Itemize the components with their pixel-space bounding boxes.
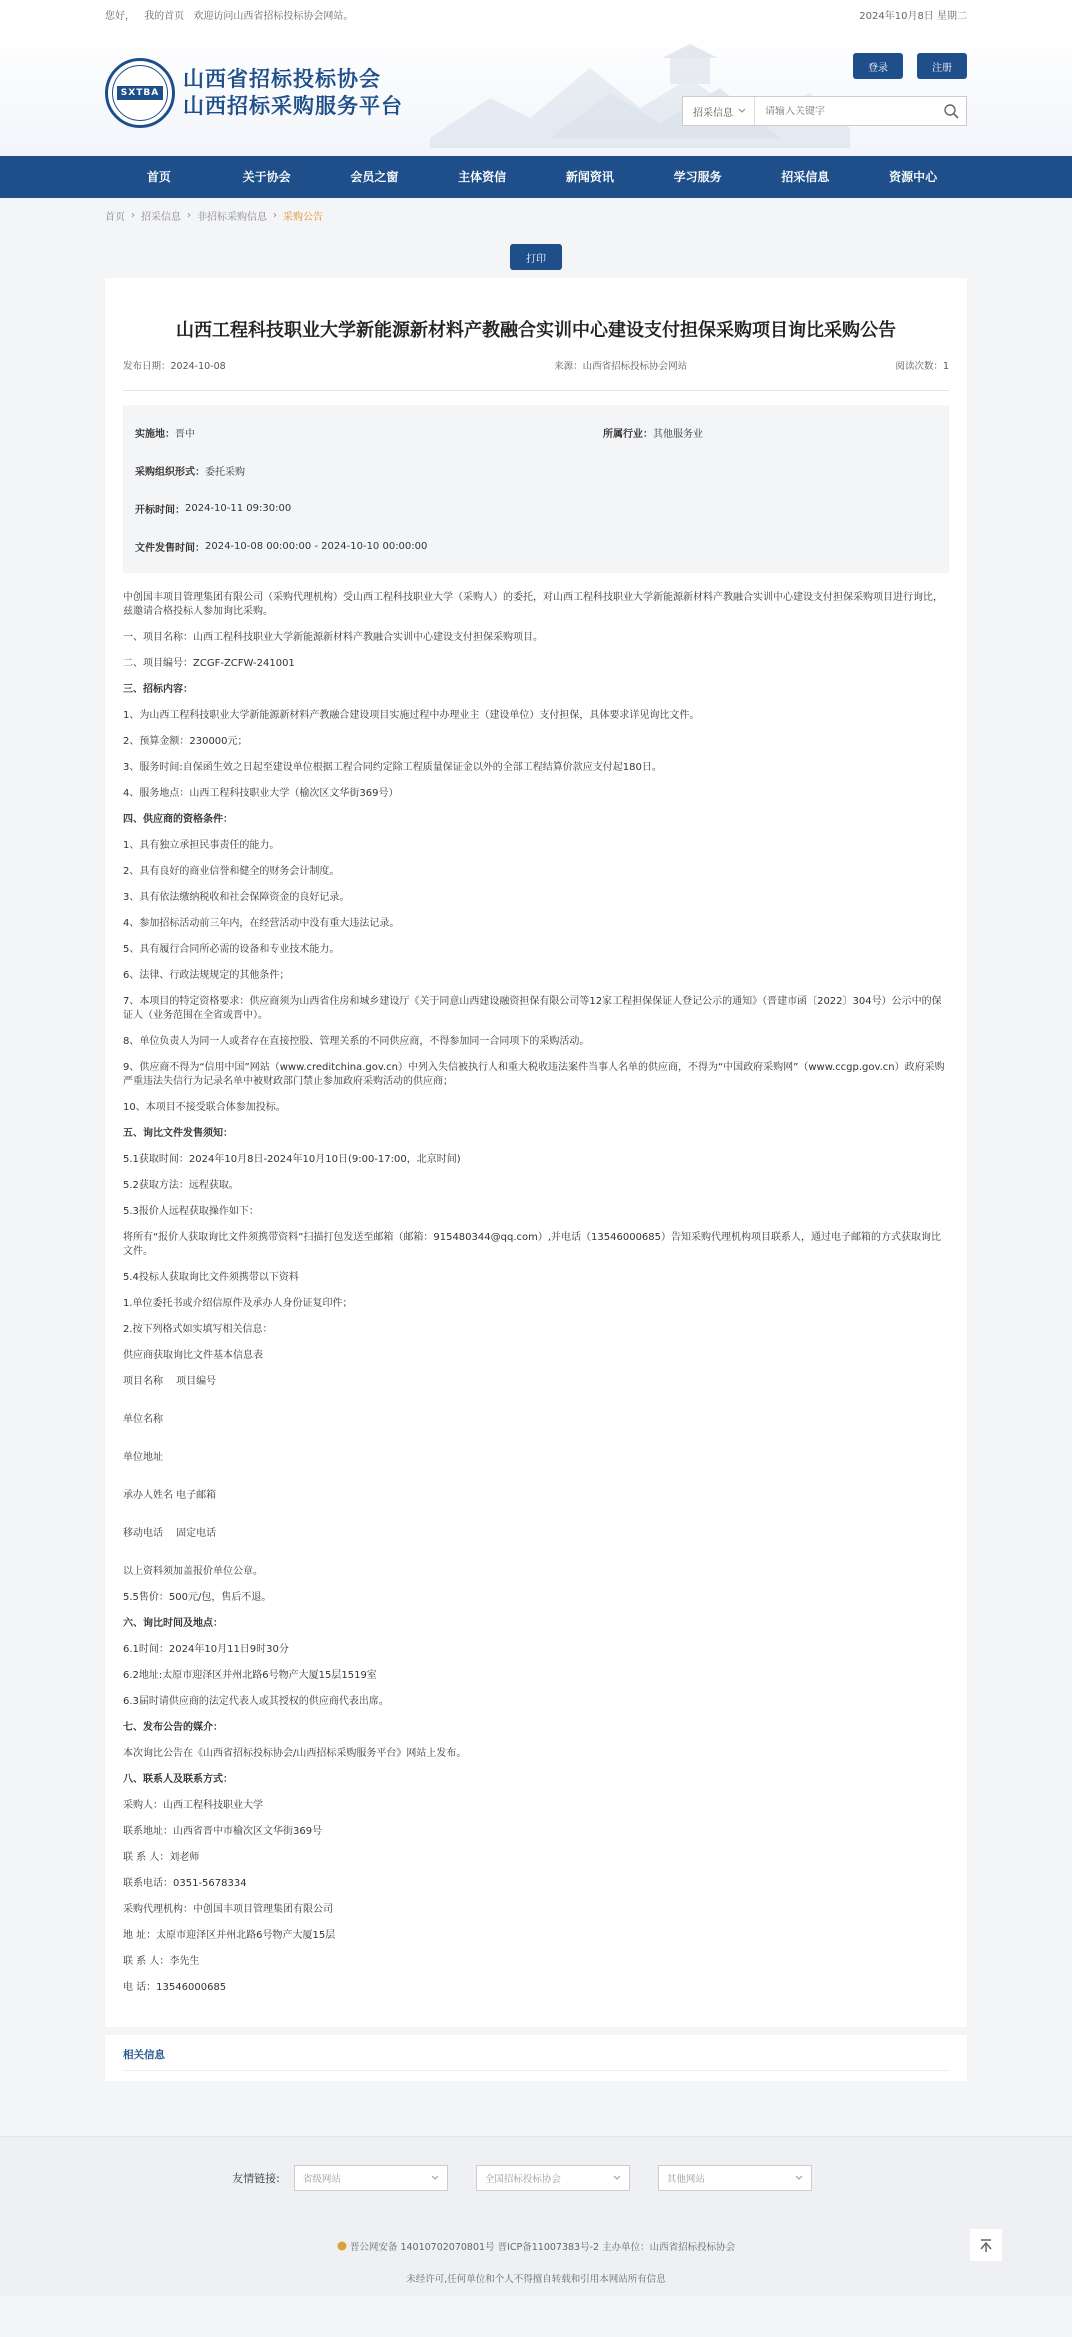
article-body — [123, 591, 949, 1995]
body-paragraph: 4、参加招标活动前三年内，在经营活动中没有重大违法记录。 — [123, 918, 400, 929]
industry-label: 所属行业： — [603, 428, 653, 440]
footer-beian — [0, 2239, 1072, 2253]
form-row: 承办人姓名 电子邮箱 — [123, 1490, 217, 1501]
form-label: 采购组织形式： — [135, 466, 205, 478]
body-paragraph: 八、联系人及联系方式： — [123, 1774, 233, 1785]
body-paragraph: 5.4投标人获取询比文件须携带以下资料 — [123, 1272, 299, 1283]
link-select-provincial[interactable] — [294, 2165, 448, 2191]
body-paragraph: 2、具有良好的商业信誉和健全的财务会计制度。 — [123, 866, 340, 877]
body-section-1 — [123, 591, 949, 1363]
body-paragraph: 将所有“报价人获取询比文件须携带资料”扫描打包发送至邮箱（邮箱：915480344@qq.com）,并电话（13546000685）告知采购代理机构项目联系人，通过电子邮箱的方式获取询比文件。 — [123, 1232, 942, 1257]
body-paragraph: 七、发布公告的媒介： — [123, 1722, 223, 1733]
doc-time-label: 文件发售时间： — [135, 542, 205, 554]
nav-item-credit[interactable]: 主体资信 — [458, 170, 507, 184]
body-paragraph: 联系地址：山西省晋中市榆次区文华街369号 — [123, 1826, 323, 1837]
nav-item-about[interactable]: 关于协会 — [242, 170, 291, 184]
view-count: 阅读次数：1 — [895, 361, 949, 372]
body-paragraph: 6、法律、行政法规规定的其他条件； — [123, 970, 290, 981]
form-row: 单位名称 — [123, 1414, 163, 1425]
body-section-2 — [123, 1565, 949, 1995]
open-time-value: 2024-10-11 09:30:00 — [185, 502, 292, 514]
body-paragraph: 一、项目名称：山西工程科技职业大学新能源新材料产教融合实训中心建设支付担保采购项目。 — [123, 632, 543, 643]
impl-value: 晋中 — [175, 428, 195, 440]
body-paragraph: 联 系 人：刘老师 — [123, 1852, 200, 1863]
body-paragraph: 中创国丰项目管理集团有限公司（采购代理机构）受山西工程科技职业大学（采购人）的委托，对山西工程科技职业大学新能源新材料产教融合实训中心建设支付担保采购项目进行询比，兹邀请合格投标人参加询比采购。 — [123, 592, 943, 617]
body-paragraph: 5.5售价：500元/包，售后不退。 — [123, 1592, 272, 1603]
logo-abbr: SXTBA — [117, 86, 163, 100]
user-home-link[interactable]: 我的首页 — [144, 10, 185, 22]
body-paragraph: 联系电话：0351-5678334 — [123, 1878, 247, 1889]
body-paragraph: 5、具有履行合同所必需的设备和专业技术能力。 — [123, 944, 340, 955]
nav-item-procurement[interactable]: 招采信息 — [781, 170, 830, 184]
breadcrumb-non-tender[interactable]: 非招标采购信息 — [197, 211, 267, 223]
form-row: 项目名称 项目编号 — [123, 1376, 217, 1387]
friend-links-label: 友情链接: — [232, 2172, 280, 2185]
body-paragraph: 7、本项目的特定资格要求：供应商须为山西省住房和城乡建设厅《关于同意山西建设融资担保有限公司等12家工程担保保证人登记公示的通知》（晋建市函〔2022〕304号）公示中的保证人（业务范围在全省或晋中）。 — [123, 996, 942, 1021]
body-paragraph: 9、供应商不得为“信用中国”网站（www.creditchina.gov.cn）中列入失信被执行人和重大税收违法案件当事人名单的供应商，不得为“中国政府采购网”（www.ccgp.gov.cn）政府采购严重违法失信行为记录名单中被财政部门禁止参加政府采购活动的供应商； — [123, 1062, 945, 1087]
body-paragraph: 2.按下列格式如实填写相关信息： — [123, 1324, 273, 1335]
info-row — [135, 413, 937, 451]
article-title: 山西工程科技职业大学新能源新材料产教融合实训中心建设支付担保采购项目询比采购公告 — [176, 320, 896, 341]
body-paragraph: 三、招标内容： — [123, 684, 193, 695]
body-paragraph: 联 系 人：李先生 — [123, 1956, 200, 1967]
print-button[interactable]: 打印 — [510, 244, 562, 270]
body-paragraph: 1、具有独立承担民事责任的能力。 — [123, 840, 280, 851]
date-text: 2024年10月8日 — [859, 10, 934, 22]
police-badge-icon — [337, 2241, 347, 2251]
article-source: 来源：山西省招标投标协会网站 — [554, 361, 688, 372]
search-bar — [682, 96, 967, 126]
search-scope-select[interactable] — [683, 97, 755, 125]
related-info — [105, 2035, 967, 2081]
nav-item-news[interactable]: 新闻资讯 — [565, 170, 614, 184]
body-paragraph: 地 址：太原市迎泽区并州北路6号物产大厦15层 — [123, 1930, 336, 1941]
article-meta — [123, 358, 949, 372]
divider — [123, 390, 949, 391]
logo-title-line1: 山西省招标投标协会 — [183, 67, 381, 91]
breadcrumb-current: 采购公告 — [283, 211, 323, 223]
chevron-down-icon — [431, 2175, 439, 2181]
info-box — [123, 405, 949, 573]
related-title: 相关信息 — [123, 2049, 165, 2061]
friend-links — [0, 2137, 1072, 2191]
divider — [123, 2070, 949, 2071]
register-button[interactable]: 注册 — [917, 53, 967, 79]
chevron-down-icon — [795, 2175, 803, 2181]
chevron-down-icon — [738, 108, 746, 114]
body-paragraph: 2、预算金额：230000元； — [123, 736, 248, 747]
body-paragraph: 五、询比文件发售须知： — [123, 1128, 233, 1139]
body-paragraph: 6.3届时请供应商的法定代表人或其授权的供应商代表出席。 — [123, 1696, 389, 1707]
body-paragraph: 3、服务时间:自保函生效之日起至建设单位根据工程合同约定除工程质量保证金以外的全部工程结算价款应支付起180日。 — [123, 762, 662, 773]
body-paragraph: 二、项目编号：ZCGF-ZCFW-241001 — [123, 658, 295, 669]
body-paragraph: 8、单位负责人为同一人或者存在直接控股、管理关系的不同供应商，不得参加同一合同项下的采购活动。 — [123, 1036, 590, 1047]
form-row: 单位地址 — [123, 1452, 163, 1463]
beian-text: 晋公网安备 14010702070801号 晋ICP备11007383号-2 主办单位：山西省招标投标协会 — [349, 2242, 736, 2253]
breadcrumb-home[interactable]: 首页 — [105, 211, 125, 223]
body-paragraph: 1.单位委托书或介绍信原件及承办人身份证复印件； — [123, 1298, 353, 1309]
info-row — [135, 489, 937, 527]
body-paragraph: 6.2地址:太原市迎泽区并州北路6号物产大厦15层1519室 — [123, 1670, 377, 1681]
search-icon — [943, 103, 959, 119]
info-row — [135, 527, 937, 565]
site-logo[interactable] — [105, 58, 403, 128]
body-paragraph: 供应商获取询比文件基本信息表 — [123, 1350, 263, 1361]
logo-title — [183, 66, 403, 120]
body-paragraph: 5.2获取方法：远程获取。 — [123, 1180, 239, 1191]
header-tools — [682, 53, 967, 126]
body-paragraph: 电 话：13546000685 — [123, 1982, 227, 1993]
arrow-up-icon — [978, 2237, 994, 2253]
top-bar — [0, 0, 1072, 28]
top-bar-left — [105, 7, 359, 22]
logo-title-line2: 山西招标采购服务平台 — [183, 94, 403, 118]
form-value: 委托采购 — [205, 466, 245, 478]
link-select-value: 全国招标投标协会 — [484, 2174, 561, 2185]
chevron-down-icon — [613, 2175, 621, 2181]
main-nav — [0, 156, 1072, 198]
search-input[interactable] — [755, 106, 936, 117]
link-select-national[interactable] — [476, 2165, 630, 2191]
body-paragraph: 5.1获取时间：2024年10月8日-2024年10月10日(9:00-17:00，北京时间) — [123, 1154, 461, 1165]
link-select-other[interactable] — [658, 2165, 812, 2191]
top-bar-date — [859, 7, 967, 22]
link-select-value: 省级网站 — [302, 2174, 341, 2185]
body-paragraph: 1、为山西工程科技职业大学新能源新材料产教融合建设项目实施过程中办理业主（建设单位）支付担保，具体要求详见询比文件。 — [123, 710, 700, 721]
logo-emblem-icon — [105, 58, 175, 128]
nav-item-learning[interactable]: 学习服务 — [673, 170, 722, 184]
search-button[interactable] — [936, 103, 966, 119]
breadcrumb-procurement[interactable]: 招采信息 — [141, 211, 181, 223]
form-row: 移动电话 固定电话 — [123, 1528, 217, 1539]
body-paragraph: 采购代理机构：中创国丰项目管理集团有限公司 — [123, 1904, 333, 1915]
nav-item-home[interactable]: 首页 — [146, 170, 171, 184]
body-paragraph: 四、供应商的资格条件： — [123, 814, 233, 825]
weekday-text: 星期二 — [937, 10, 967, 22]
body-paragraph: 以上资料须加盖报价单位公章。 — [123, 1566, 263, 1577]
nav-item-resources[interactable]: 资源中心 — [889, 170, 938, 184]
site-header — [0, 28, 1072, 156]
body-paragraph: 4、服务地点：山西工程科技职业大学（榆次区文华街369号） — [123, 788, 399, 799]
auth-buttons — [682, 53, 967, 79]
print-area — [0, 232, 1072, 270]
body-paragraph: 六、询比时间及地点： — [123, 1618, 223, 1629]
open-time-label: 开标时间： — [135, 504, 185, 516]
search-scope-value: 招采信息 — [693, 107, 733, 119]
body-paragraph: 本次询比公告在《山西省招标投标协会/山西招标采购服务平台》网站上发布。 — [123, 1748, 467, 1759]
back-to-top-button[interactable] — [970, 2229, 1002, 2261]
info-form-table — [123, 1375, 949, 1541]
info-row — [135, 451, 937, 489]
login-button[interactable]: 登录 — [853, 53, 903, 79]
body-paragraph: 3、具有依法缴纳税收和社会保障资金的良好记录。 — [123, 892, 350, 903]
footer-copyright: 未经许可,任何单位和个人不得擅自转载和引用本网站所有信息 — [406, 2274, 666, 2285]
body-paragraph: 10、本项目不接受联合体参加投标。 — [123, 1102, 286, 1113]
publish-date: 发布日期：2024-10-08 — [123, 361, 226, 372]
body-paragraph: 5.3报价人远程获取操作如下： — [123, 1206, 259, 1217]
body-paragraph: 6.1时间：2024年10月11日9时30分 — [123, 1644, 289, 1655]
breadcrumb: 首页 › 招采信息 › 非招标采购信息 › 采购公告 — [105, 209, 323, 223]
greeting-text: 您好， — [105, 10, 135, 22]
impl-label: 实施地： — [135, 428, 175, 440]
site-footer — [0, 2136, 1072, 2296]
article — [105, 278, 967, 2027]
nav-item-members[interactable]: 会员之窗 — [350, 170, 399, 184]
doc-time-value: 2024-10-08 00:00:00 - 2024-10-10 00:00:00 — [205, 540, 428, 552]
industry-value: 其他服务业 — [653, 428, 703, 440]
link-select-value: 其他网站 — [666, 2174, 705, 2185]
welcome-text: 欢迎访问山西省招标投标协会网站。 — [193, 10, 354, 22]
body-paragraph: 采购人：山西工程科技职业大学 — [123, 1800, 263, 1811]
